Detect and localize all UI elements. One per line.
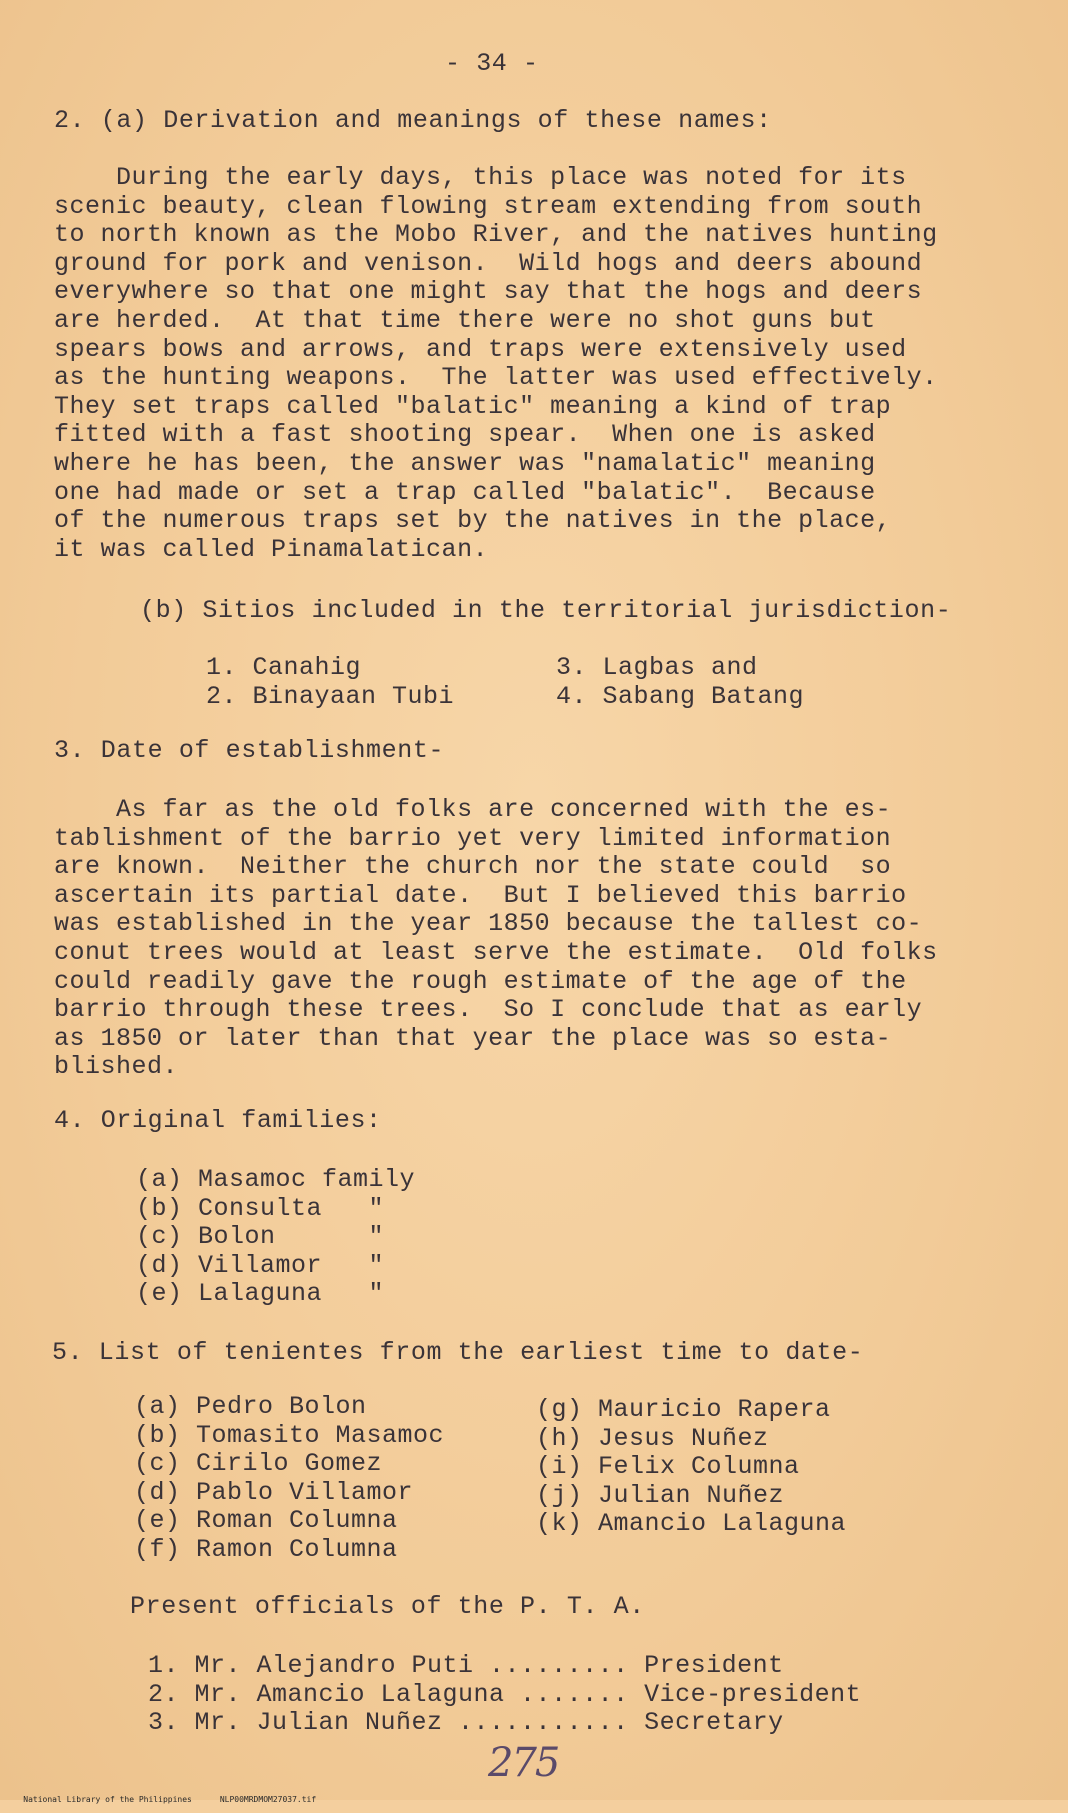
paragraph-line: it was called Pinamalatican. bbox=[54, 534, 489, 564]
paragraph-line: As far as the old folks are concerned with the es- bbox=[54, 795, 892, 824]
list-item: (c) Cirilo Gomez bbox=[134, 1449, 383, 1479]
sitios-right-list bbox=[556, 654, 804, 711]
list-item: (a) Masamoc family bbox=[136, 1165, 416, 1194]
list-item: (b) Consulta " bbox=[136, 1193, 385, 1223]
list-item: (b) Tomasito Masamoc bbox=[134, 1420, 445, 1450]
list-item: 4. Sabang Batang bbox=[556, 681, 805, 711]
paragraph-line: blished. bbox=[54, 1052, 179, 1082]
paragraph-line: scenic beauty, clean flowing stream extending from south bbox=[54, 191, 923, 221]
list-item: 2. Binayaan Tubi bbox=[206, 681, 455, 711]
paragraph-line: ascertain its partial date. But I believed this barrio bbox=[54, 880, 907, 910]
list-item: 3. Lagbas and bbox=[556, 653, 758, 682]
list-item: (g) Mauricio Rapera bbox=[536, 1395, 831, 1424]
page-number: - 34 - bbox=[445, 49, 539, 78]
paragraph-line: as the hunting weapons. The latter was used effectively. bbox=[54, 363, 938, 393]
list-item: 3. Mr. Julian Nuñez ........... Secretary bbox=[148, 1708, 784, 1738]
paragraph-line: conut trees would at least serve the estimate. Old folks bbox=[54, 937, 938, 967]
paragraph-line: to north known as the Mobo River, and the natives hunting bbox=[54, 220, 938, 250]
section-2-heading: 2. (a) Derivation and meanings of these names: bbox=[54, 106, 772, 135]
footer-file: NLP00MRDMOM27037.tif bbox=[219, 1795, 317, 1804]
paragraph-line: was established in the year 1850 because the tallest co- bbox=[54, 909, 923, 939]
list-item: 2. Mr. Amancio Lalaguna ....... Vice-president bbox=[148, 1679, 862, 1709]
paragraph-line: spears bows and arrows, and traps were extensively used bbox=[54, 334, 907, 364]
paragraph-line: one had made or set a trap called "balatic". Because bbox=[54, 477, 876, 507]
footer-library: National Library of the Philippines bbox=[23, 1795, 192, 1804]
list-item: (e) Lalaguna " bbox=[136, 1279, 385, 1309]
list-item: (c) Bolon " bbox=[136, 1222, 385, 1252]
list-item: (d) Pablo Villamor bbox=[134, 1477, 414, 1507]
list-item: (j) Julian Nuñez bbox=[536, 1480, 785, 1510]
section-5-heading: 5. List of tenientes from the earliest time to date- bbox=[52, 1338, 864, 1367]
sitios-left-list bbox=[206, 654, 454, 711]
section-3-heading: 3. Date of establishment- bbox=[54, 736, 445, 765]
paragraph-line: are herded. At that time there were no shot guns but bbox=[54, 305, 876, 335]
section-4-heading: 4. Original families: bbox=[54, 1106, 382, 1135]
list-item: (d) Villamor " bbox=[136, 1250, 385, 1280]
paragraph-line: barrio through these trees. So I conclude that as early bbox=[54, 995, 923, 1025]
section-2b-heading: (b) Sitios included in the territorial jurisdiction- bbox=[140, 596, 952, 625]
tenientes-left-list bbox=[134, 1393, 444, 1565]
list-item: (h) Jesus Nuñez bbox=[536, 1423, 769, 1453]
list-item: (i) Felix Columna bbox=[536, 1452, 800, 1482]
paragraph-line: fitted with a fast shooting spear. When one is asked bbox=[54, 420, 876, 450]
handwritten-page-number: 275 bbox=[488, 1740, 559, 1786]
paragraph-line: During the early days, this place was noted for its bbox=[54, 163, 907, 192]
tenientes-right-list bbox=[536, 1396, 846, 1539]
list-item: 1. Mr. Alejandro Puti ......... President bbox=[148, 1651, 784, 1680]
paragraph-line: as 1850 or later than that year the place was so esta- bbox=[54, 1023, 892, 1053]
list-item: (a) Pedro Bolon bbox=[134, 1392, 367, 1421]
paragraph-line: everywhere so that one might say that the hogs and deers bbox=[54, 277, 923, 307]
pta-heading: Present officials of the P. T. A. bbox=[130, 1592, 645, 1621]
list-item: 1. Canahig bbox=[206, 653, 362, 682]
original-families-list bbox=[136, 1166, 415, 1309]
paragraph-line: of the numerous traps set by the natives in the place, bbox=[54, 506, 892, 536]
paragraph-line: tablishment of the barrio yet very limited information bbox=[54, 823, 892, 853]
section-3-paragraph bbox=[54, 796, 938, 1082]
paragraph-line: are known. Neither the church nor the state could so bbox=[54, 852, 892, 882]
section-2-paragraph bbox=[54, 164, 938, 564]
paragraph-line: ground for pork and venison. Wild hogs and deers abound bbox=[54, 248, 923, 278]
paragraph-line: could readily gave the rough estimate of the age of the bbox=[54, 966, 907, 996]
list-item: (e) Roman Columna bbox=[134, 1506, 398, 1536]
list-item: (f) Ramon Columna bbox=[134, 1534, 398, 1564]
pta-officials-list bbox=[148, 1652, 861, 1738]
paragraph-line: They set traps called "balatic" meaning a kind of trap bbox=[54, 391, 892, 421]
paragraph-line: where he has been, the answer was "namalatic" meaning bbox=[54, 448, 876, 478]
list-item: (k) Amancio Lalaguna bbox=[536, 1509, 847, 1539]
